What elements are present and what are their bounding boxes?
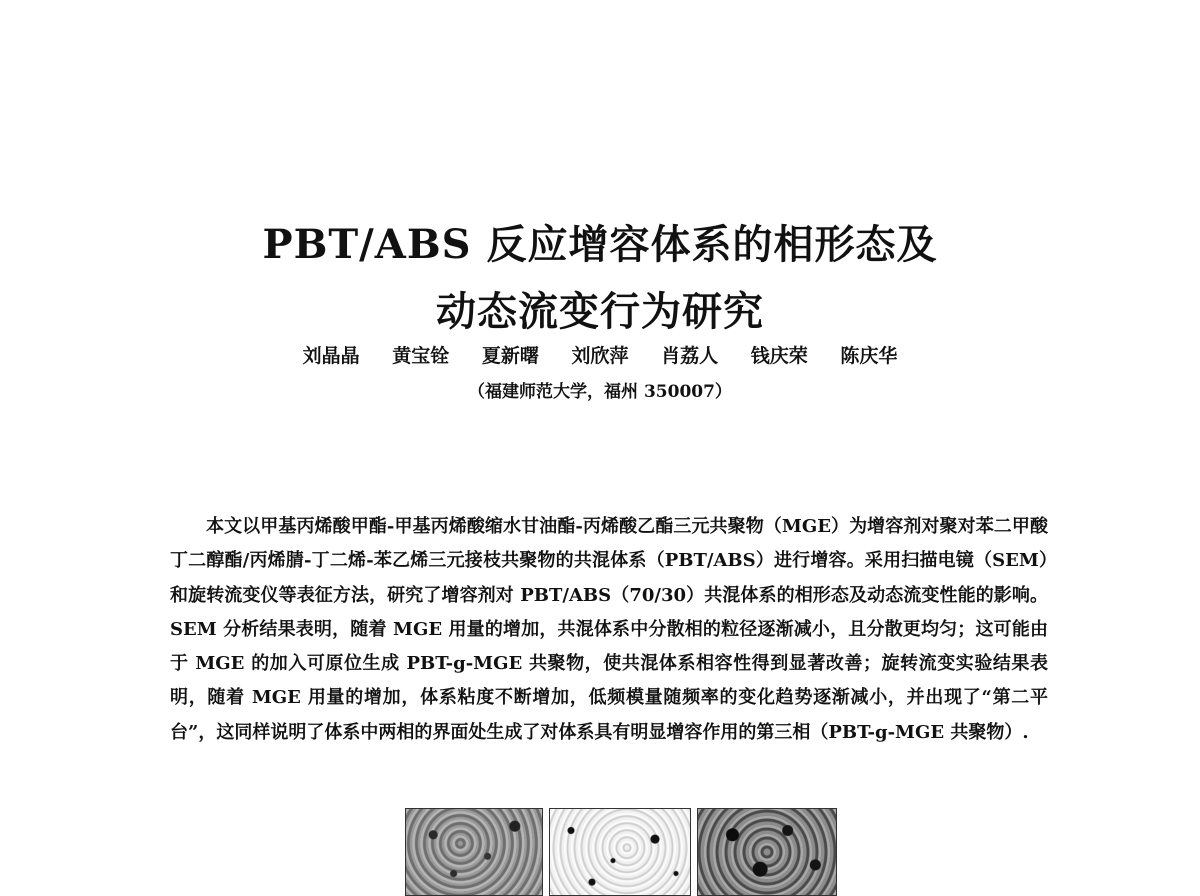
paper-title-line-1: PBT/ABS 反应增容体系的相形态及 <box>262 221 938 268</box>
author-list <box>0 341 1200 368</box>
affiliation: （福建师范大学，福州 350007） <box>468 382 732 402</box>
author-name: 夏新曙 <box>481 345 539 367</box>
sem-micrograph-2 <box>549 808 691 896</box>
author-name: 刘欣萍 <box>571 345 629 367</box>
author-name: 肖荔人 <box>661 345 719 367</box>
author-name: 黄宝铨 <box>392 345 450 367</box>
sem-micrograph-1 <box>405 808 543 896</box>
author-name: 钱庆荣 <box>750 345 808 367</box>
paper-title-line-2: 动态流变行为研究 <box>436 288 764 335</box>
sem-micrograph-3 <box>697 808 837 896</box>
author-name: 刘晶晶 <box>302 345 360 367</box>
author-name: 陈庆华 <box>840 345 898 367</box>
abstract-paragraph: 本文以甲基丙烯酸甲酯-甲基丙烯酸缩水甘油酯-丙烯酸乙酯三元共聚物（MGE）为增容剂对聚对苯二甲酸丁二醇酯/丙烯腈-丁二烯-苯乙烯三元接枝共聚物的共混体系（PBT/ABS）进行增容。采用扫描电镜（SEM）和旋转流变仪等表征方法，研究了增容剂对 PBT/ABS（70/30）共混体系的相形态及动态流变性能的影响。SEM 分析结果表明，随着 MGE 用量的增加，共混体系中分散相的粒径逐渐减小，且分散更均匀；这可能由于 MGE 的加入可原位生成 PBT-g-MGE 共聚物，使共混体系相容性得到显著改善；旋转流变实验结果表明，随着 MGE 用量的增加，体系粘度不断增加，低频模量随频率的变化趋势逐渐减小，并出现了“第二平台”，这同样说明了体系中两相的界面处生成了对体系具有明显增容作用的第三相（PBT-g-MGE 共聚物）. <box>170 516 1048 743</box>
